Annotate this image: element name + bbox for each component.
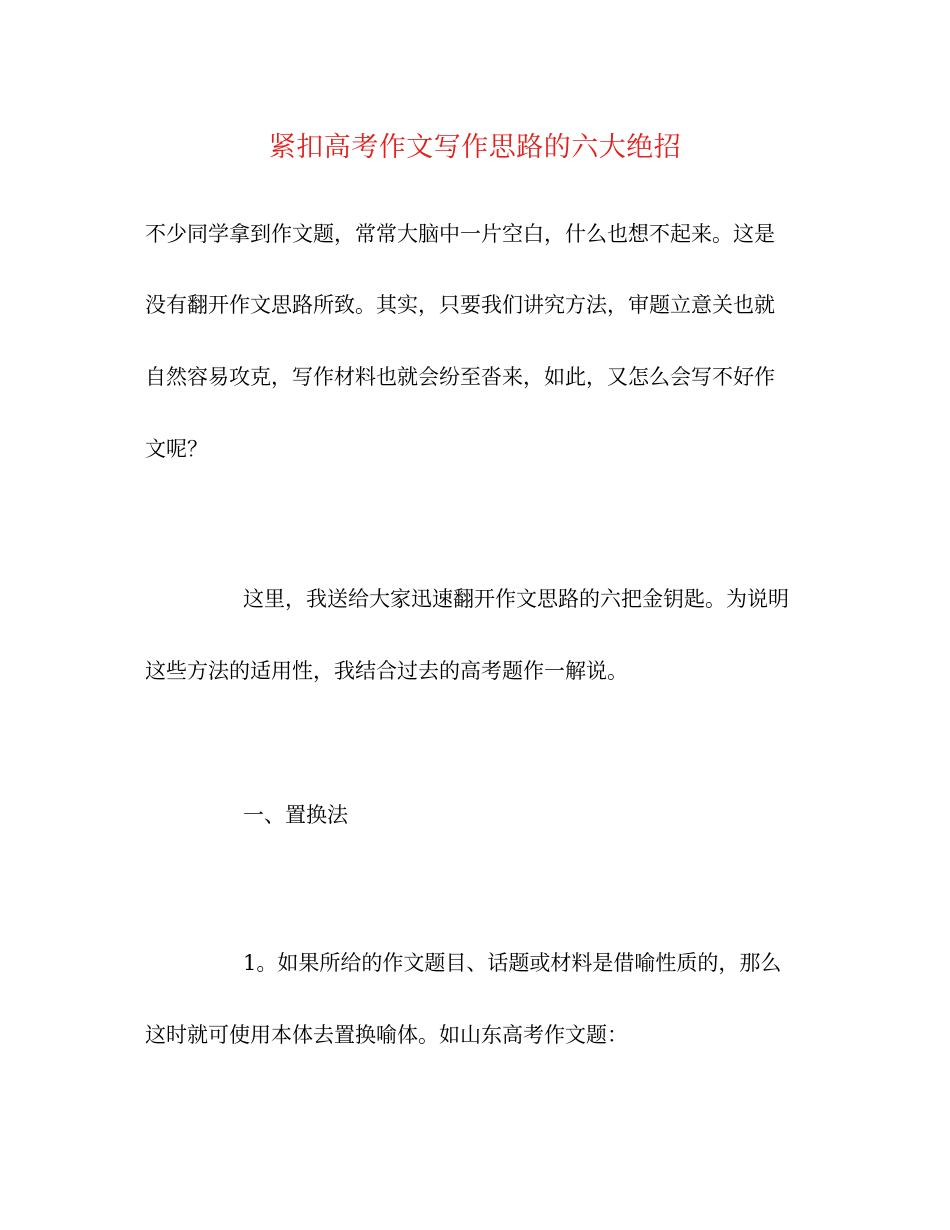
paragraph-1-line-2: 没有翻开作文思路所致。其实，只要我们讲究方法，审题立意关也就 — [145, 293, 775, 317]
paragraph-3-line-2: 这时就可使用本体去置换喻体。如山东高考作文题： — [145, 1023, 628, 1047]
document-title: 紧扣高考作文写作思路的六大绝招 — [268, 132, 682, 163]
paragraph-2-line-1: 这里，我送给大家迅速翻开作文思路的六把金钥匙。为说明 — [243, 587, 789, 611]
paragraph-1-line-4: 文呢？ — [145, 437, 208, 461]
paragraph-1-line-3: 自然容易攻克，写作材料也就会纷至沓来，如此，又怎么会写不好作 — [145, 365, 775, 389]
section-heading: 一、置换法 — [243, 803, 348, 827]
paragraph-2-line-2: 这些方法的适用性，我结合过去的高考题作一解说。 — [145, 659, 628, 683]
paragraph-1-line-1: 不少同学拿到作文题，常常大脑中一片空白，什么也想不起来。这是 — [145, 222, 775, 246]
paragraph-3-line-1: 1。如果所给的作文题目、话题或材料是借喻性质的，那么 — [243, 951, 782, 975]
